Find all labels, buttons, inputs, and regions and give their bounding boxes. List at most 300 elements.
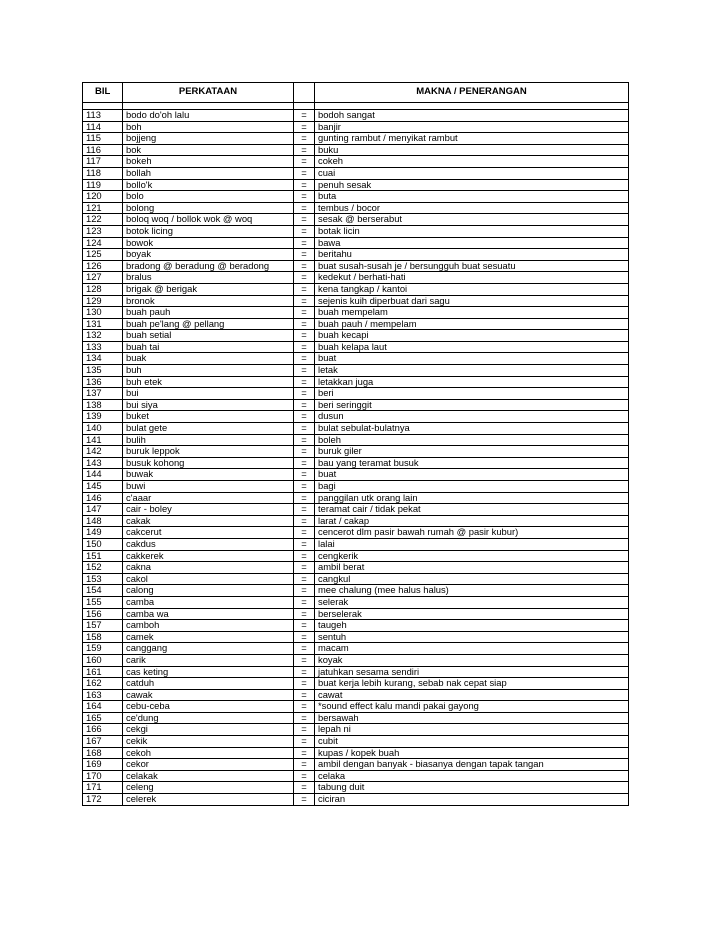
cell-eq: = [294,133,315,145]
cell-meaning: buah pauh / mempelam [315,318,629,330]
cell-bil: 132 [83,330,123,342]
cell-eq: = [294,110,315,122]
table-row [83,538,629,550]
table-row [83,585,629,597]
cell-word: boloq woq / bollok wok @ woq [123,214,294,226]
cell-bil: 124 [83,237,123,249]
cell-word: bronok [123,295,294,307]
cell-word: cekik [123,736,294,748]
cell-word: bolo [123,191,294,203]
table-row [83,620,629,632]
cell-word: bojjeng [123,133,294,145]
cell-meaning: *sound effect kalu mandi pakai gayong [315,701,629,713]
cell-bil: 114 [83,121,123,133]
table-row [83,747,629,759]
table-row [83,457,629,469]
cell-word: camba wa [123,608,294,620]
table-row [83,469,629,481]
cell-eq: = [294,666,315,678]
cell-bil: 163 [83,689,123,701]
cell-bil: 126 [83,260,123,272]
cell-eq: = [294,179,315,191]
table-row [83,225,629,237]
cell-eq: = [294,724,315,736]
cell-eq: = [294,747,315,759]
cell-word: celeng [123,782,294,794]
cell-bil: 113 [83,110,123,122]
cell-eq: = [294,295,315,307]
table-row [83,562,629,574]
cell-bil: 152 [83,562,123,574]
cell-meaning: lepah ni [315,724,629,736]
cell-eq: = [294,307,315,319]
table-row [83,481,629,493]
cell-bil: 125 [83,249,123,261]
cell-bil: 140 [83,423,123,435]
table-row [83,724,629,736]
cell-meaning: letakkan juga [315,376,629,388]
table-row [83,156,629,168]
cell-meaning: ambil berat [315,562,629,574]
cell-word: cakna [123,562,294,574]
cell-eq: = [294,283,315,295]
cell-word: cas keting [123,666,294,678]
table-row [83,770,629,782]
table-row [83,214,629,226]
table-row [83,678,629,690]
cell-bil: 123 [83,225,123,237]
cell-eq: = [294,457,315,469]
cell-word: bollo'k [123,179,294,191]
cell-eq: = [294,434,315,446]
cell-word: catduh [123,678,294,690]
table-row [83,701,629,713]
cell-eq: = [294,759,315,771]
cell-meaning: sentuh [315,631,629,643]
cell-word: cekor [123,759,294,771]
cell-bil: 130 [83,307,123,319]
cell-meaning: kedekut / berhati-hati [315,272,629,284]
table-row [83,133,629,145]
cell-word: cakkerek [123,550,294,562]
cell-bil: 117 [83,156,123,168]
cell-word: celerek [123,794,294,806]
cell-meaning: larat / cakap [315,515,629,527]
cell-bil: 136 [83,376,123,388]
cell-eq: = [294,399,315,411]
cell-bil: 160 [83,654,123,666]
cell-eq: = [294,701,315,713]
cell-bil: 133 [83,341,123,353]
cell-meaning: buku [315,144,629,156]
table-row [83,573,629,585]
cell-word: cakcerut [123,527,294,539]
cell-word: bui [123,388,294,400]
table-row [83,330,629,342]
cell-bil: 164 [83,701,123,713]
cell-eq: = [294,585,315,597]
cell-word: buah pe'lang @ pellang [123,318,294,330]
table-row [83,110,629,122]
cell-eq: = [294,272,315,284]
table-row [83,341,629,353]
table-row [83,666,629,678]
table-row [83,654,629,666]
cell-meaning: bulat sebulat-bulatnya [315,423,629,435]
cell-bil: 148 [83,515,123,527]
cell-bil: 145 [83,481,123,493]
cell-bil: 161 [83,666,123,678]
table-row [83,353,629,365]
table-row [83,283,629,295]
cell-bil: 122 [83,214,123,226]
cell-meaning: sesak @ berserabut [315,214,629,226]
cell-bil: 146 [83,492,123,504]
cell-bil: 116 [83,144,123,156]
cell-meaning: buat susah-susah je / bersungguh buat sesuatu [315,260,629,272]
header-perkataan: PERKATAAN [123,83,294,103]
cell-eq: = [294,504,315,516]
cell-eq: = [294,712,315,724]
cell-bil: 151 [83,550,123,562]
cell-bil: 131 [83,318,123,330]
cell-meaning: mee chalung (mee halus halus) [315,585,629,597]
cell-meaning: ciciran [315,794,629,806]
cell-word: brigak @ berigak [123,283,294,295]
cell-bil: 155 [83,596,123,608]
cell-bil: 128 [83,283,123,295]
cell-meaning: cengkerik [315,550,629,562]
table-row [83,237,629,249]
cell-bil: 147 [83,504,123,516]
cell-eq: = [294,573,315,585]
cell-meaning: buruk giler [315,446,629,458]
cell-meaning: tembus / bocor [315,202,629,214]
header-eq [294,83,315,103]
table-row [83,307,629,319]
cell-bil: 169 [83,759,123,771]
cell-meaning: jatuhkan sesama sendiri [315,666,629,678]
cell-bil: 157 [83,620,123,632]
cell-eq: = [294,318,315,330]
cell-word: buwak [123,469,294,481]
cell-meaning: kena tangkap / kantoi [315,283,629,295]
cell-word: buh [123,365,294,377]
cell-bil: 142 [83,446,123,458]
cell-eq: = [294,689,315,701]
table-row [83,446,629,458]
cell-meaning: lalai [315,538,629,550]
cell-meaning: botak licin [315,225,629,237]
cell-word: bralus [123,272,294,284]
table-row [83,631,629,643]
table-row [83,608,629,620]
cell-bil: 143 [83,457,123,469]
table-row [83,376,629,388]
cell-word: cekoh [123,747,294,759]
cell-meaning: sejenis kuih diperbuat dari sagu [315,295,629,307]
table-row [83,272,629,284]
table-header-row [83,83,629,103]
cell-eq: = [294,654,315,666]
cell-bil: 119 [83,179,123,191]
cell-eq: = [294,144,315,156]
cell-meaning: bodoh sangat [315,110,629,122]
cell-eq: = [294,341,315,353]
cell-bil: 134 [83,353,123,365]
table-row [83,596,629,608]
cell-bil: 171 [83,782,123,794]
cell-word: ce'dung [123,712,294,724]
cell-meaning: koyak [315,654,629,666]
cell-word: botok licing [123,225,294,237]
table-row [83,794,629,806]
cell-word: celakak [123,770,294,782]
cell-bil: 141 [83,434,123,446]
table-row [83,318,629,330]
table-row [83,202,629,214]
cell-eq: = [294,376,315,388]
cell-eq: = [294,330,315,342]
cell-bil: 158 [83,631,123,643]
cell-eq: = [294,596,315,608]
cell-meaning: penuh sesak [315,179,629,191]
table-row [83,121,629,133]
cell-eq: = [294,643,315,655]
cell-meaning: celaka [315,770,629,782]
cell-eq: = [294,620,315,632]
cell-word: bokeh [123,156,294,168]
cell-eq: = [294,770,315,782]
cell-meaning: gunting rambut / menyikat rambut [315,133,629,145]
spacer-row [83,103,629,110]
table-row [83,365,629,377]
header-bil: BIL [83,83,123,103]
table-row [83,550,629,562]
cell-word: carik [123,654,294,666]
cell-eq: = [294,365,315,377]
cell-eq: = [294,249,315,261]
cell-bil: 137 [83,388,123,400]
cell-eq: = [294,794,315,806]
table-row [83,423,629,435]
cell-meaning: cawat [315,689,629,701]
cell-word: cebu-ceba [123,701,294,713]
table-row [83,144,629,156]
cell-eq: = [294,481,315,493]
cell-meaning: bau yang teramat busuk [315,457,629,469]
cell-word: buah tai [123,341,294,353]
cell-meaning: buat [315,469,629,481]
table-row [83,515,629,527]
cell-meaning: buat kerja lebih kurang, sebab nak cepat siap [315,678,629,690]
cell-bil: 156 [83,608,123,620]
cell-eq: = [294,388,315,400]
cell-meaning: boleh [315,434,629,446]
cell-word: bowok [123,237,294,249]
cell-meaning: teramat cair / tidak pekat [315,504,629,516]
cell-bil: 144 [83,469,123,481]
cell-word: cakdus [123,538,294,550]
cell-meaning: berselerak [315,608,629,620]
glossary-table [82,82,629,806]
cell-bil: 165 [83,712,123,724]
table-row [83,434,629,446]
cell-word: buah setial [123,330,294,342]
cell-word: camek [123,631,294,643]
table-row [83,167,629,179]
cell-meaning: buah kecapi [315,330,629,342]
cell-word: buket [123,411,294,423]
cell-bil: 153 [83,573,123,585]
cell-word: buwi [123,481,294,493]
cell-eq: = [294,202,315,214]
cell-meaning: ambil dengan banyak - biasanya dengan tapak tangan [315,759,629,771]
header-makna: MAKNA / PENERANGAN [315,83,629,103]
cell-meaning: beri [315,388,629,400]
table-row [83,782,629,794]
cell-word: bollah [123,167,294,179]
table-row [83,411,629,423]
cell-word: bulih [123,434,294,446]
cell-bil: 149 [83,527,123,539]
cell-word: bodo do'oh lalu [123,110,294,122]
cell-eq: = [294,782,315,794]
cell-word: bok [123,144,294,156]
cell-word: buh etek [123,376,294,388]
cell-word: buruk leppok [123,446,294,458]
cell-eq: = [294,631,315,643]
cell-word: cakol [123,573,294,585]
cell-eq: = [294,237,315,249]
cell-bil: 162 [83,678,123,690]
cell-eq: = [294,562,315,574]
table-row [83,249,629,261]
cell-meaning: banjir [315,121,629,133]
cell-eq: = [294,492,315,504]
cell-word: cekgi [123,724,294,736]
cell-bil: 167 [83,736,123,748]
cell-meaning: selerak [315,596,629,608]
cell-meaning: panggilan utk orang lain [315,492,629,504]
cell-eq: = [294,214,315,226]
cell-bil: 159 [83,643,123,655]
cell-word: boh [123,121,294,133]
cell-bil: 127 [83,272,123,284]
cell-eq: = [294,550,315,562]
cell-eq: = [294,446,315,458]
cell-meaning: bagi [315,481,629,493]
cell-bil: 129 [83,295,123,307]
cell-meaning: bawa [315,237,629,249]
table-row [83,492,629,504]
cell-bil: 166 [83,724,123,736]
cell-eq: = [294,353,315,365]
cell-eq: = [294,538,315,550]
cell-bil: 172 [83,794,123,806]
table-row [83,689,629,701]
cell-eq: = [294,191,315,203]
cell-word: boyak [123,249,294,261]
cell-meaning: cencerot dlm pasir bawah rumah @ pasir kubur) [315,527,629,539]
cell-bil: 150 [83,538,123,550]
cell-meaning: macam [315,643,629,655]
cell-eq: = [294,225,315,237]
cell-bil: 120 [83,191,123,203]
table-row [83,399,629,411]
cell-eq: = [294,156,315,168]
cell-bil: 118 [83,167,123,179]
cell-word: cawak [123,689,294,701]
table-row [83,260,629,272]
cell-meaning: buat [315,353,629,365]
cell-bil: 115 [83,133,123,145]
table-row [83,527,629,539]
cell-eq: = [294,469,315,481]
cell-word: busuk kohong [123,457,294,469]
cell-meaning: buta [315,191,629,203]
cell-meaning: taugeh [315,620,629,632]
cell-eq: = [294,423,315,435]
cell-word: bulat gete [123,423,294,435]
cell-word: camboh [123,620,294,632]
cell-word: bolong [123,202,294,214]
cell-meaning: cubit [315,736,629,748]
cell-eq: = [294,736,315,748]
cell-meaning: cangkul [315,573,629,585]
cell-eq: = [294,167,315,179]
cell-bil: 170 [83,770,123,782]
cell-bil: 168 [83,747,123,759]
cell-meaning: dusun [315,411,629,423]
table-row [83,191,629,203]
cell-bil: 154 [83,585,123,597]
cell-word: canggang [123,643,294,655]
cell-eq: = [294,527,315,539]
cell-meaning: kupas / kopek buah [315,747,629,759]
cell-meaning: beri seringgit [315,399,629,411]
table-row [83,712,629,724]
cell-word: camba [123,596,294,608]
table-row [83,759,629,771]
cell-eq: = [294,678,315,690]
cell-meaning: cokeh [315,156,629,168]
cell-eq: = [294,260,315,272]
cell-meaning: tabung duit [315,782,629,794]
cell-meaning: bersawah [315,712,629,724]
table-row [83,388,629,400]
cell-bil: 138 [83,399,123,411]
cell-meaning: buah kelapa laut [315,341,629,353]
table-row [83,643,629,655]
cell-word: calong [123,585,294,597]
cell-eq: = [294,121,315,133]
cell-eq: = [294,515,315,527]
cell-eq: = [294,411,315,423]
cell-meaning: letak [315,365,629,377]
cell-meaning: beritahu [315,249,629,261]
table-row [83,736,629,748]
cell-bil: 139 [83,411,123,423]
table-row [83,295,629,307]
cell-meaning: buah mempelam [315,307,629,319]
cell-bil: 121 [83,202,123,214]
cell-word: buah pauh [123,307,294,319]
cell-word: buak [123,353,294,365]
cell-word: cair - boley [123,504,294,516]
table-row [83,504,629,516]
cell-word: c'aaar [123,492,294,504]
